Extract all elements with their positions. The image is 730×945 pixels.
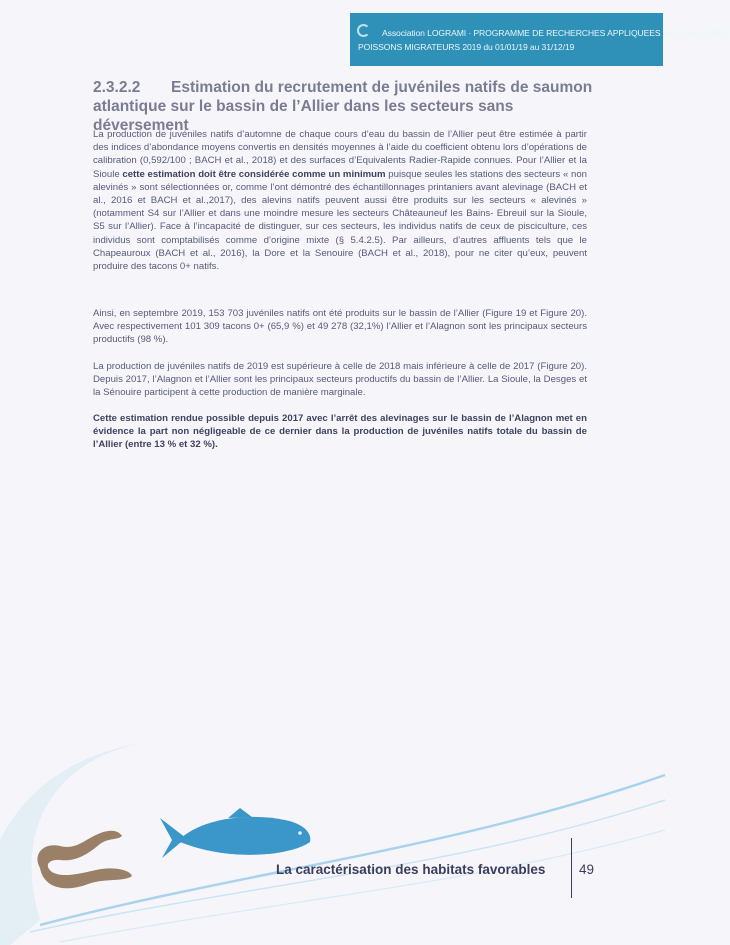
fish-illustration-icon bbox=[160, 808, 310, 858]
header-banner bbox=[350, 13, 730, 66]
eel-illustration-icon bbox=[37, 831, 132, 889]
section-title: Estimation du recrutement de juvéniles natifs de saumon atlantique sur le bassin de l’Allier dans les secteurs sans déversement bbox=[93, 79, 593, 134]
paragraph-2: Ainsi, en septembre 2019, 153 703 juvéniles natifs ont été produits sur le bassin de l’Allier (Figure 19 et Figure 20). Avec respectivement 101 309 tacons 0+ (65,9 %) et 49 278 (32,1%) l’Allier et l’Alagnon sont les principaux secteurs productifs (98 %). bbox=[93, 308, 587, 346]
association-logo-icon bbox=[357, 24, 370, 37]
header-line-1: Association LOGRAMI · PROGRAMME DE RECHERCHES APPLIQUEES EN FAVEUR DES bbox=[382, 28, 730, 38]
footer-decoration bbox=[0, 720, 687, 945]
paragraph-1-text-b: puisque seules les stations des secteurs « non alevinés » sont sélectionnées or, comme l’ont démontré des échantillonnages printaniers avant alevinage (BACH et al., 2016 et BACH et al.,2017), des alevins natifs peuvent aussi être produits sur les secteurs « alevinés » (notamment S4 sur l’Allier et dans une moindre mesure les secteurs Châteauneuf les Bains- Ebreuil sur la Sioule, S5 sur l’Allier). Face à l’incapacité de distinguer, sur ces secteurs, les individus natifs de ceux de pisciculture, ces individus sont comptabilisés comme d’origine mixte (§ 5.4.2.5). Par ailleurs, d’autres affluents tels que le Chapeauroux (BACH et al., 2016), la Dore et la Senouire (BACH et al., 2018), pour ne citer qu’eux, peuvent produire des tacons 0+ natifs. bbox=[93, 168, 588, 273]
section-number: 2.3.2.2 bbox=[93, 79, 141, 96]
paragraph-1-text-a: La production de juvéniles natifs d’automne de chaque cours d’eau du bassin de l’Allier peut être estimée à partir des indices d’abondance moyens convertis en densités moyennes à l’aide du coefficient obtenu lors d’opérations de calibration (0,592/100 ; BACH et al., 2018) et des surfaces d’Equivalents Radier-Rapide connues. Pour l’Allier et la Sioule bbox=[93, 129, 587, 180]
paragraph-3: La production de juvéniles natifs de 2019 est supérieure à celle de 2018 mais inférieure à celle de 2017 (Figure 20). Depuis 2017, l’Alagnon et l’Allier sont les principaux secteurs productifs du bassin de l’Allier. La Sioule, la Desges et la Sénouire participent à cette production de manière marginale. bbox=[93, 361, 587, 399]
section-heading bbox=[93, 78, 613, 135]
header-line-2: POISSONS MIGRATEURS 2019 du 01/01/19 au 31/12/19 bbox=[358, 42, 575, 52]
decoration-wave bbox=[60, 830, 665, 942]
paragraph-1 bbox=[93, 128, 587, 273]
page-number: 49 bbox=[579, 862, 595, 877]
paragraph-1-bold: cette estimation doit être considérée comme un minimum bbox=[122, 168, 386, 180]
paragraph-4: Cette estimation rendue possible depuis 2017 avec l’arrêt des alevinages sur le bassin de l’Alagnon met en évidence la part non négligeable de ce dernier dans la production de juvéniles natifs totale du bassin de l’Allier (entre 13 % et 32 %). bbox=[93, 413, 587, 451]
footer-title: La caractérisation des habitats favorables bbox=[276, 862, 546, 877]
footer-divider bbox=[571, 838, 572, 898]
